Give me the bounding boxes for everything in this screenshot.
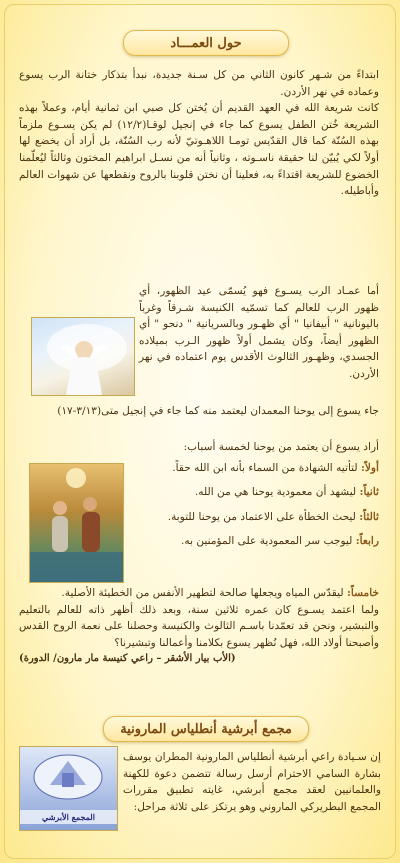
reason-item: [129, 460, 379, 477]
reason-text: ليوجب سر المعمودية على المؤمنين به.: [181, 535, 353, 548]
reason-text: ليحث الخطأة على الاعتماد من يوحنا للتوبة.: [167, 510, 356, 523]
angel-image: [31, 317, 135, 396]
reason-item: [19, 585, 379, 602]
reason-label: رابعاً:: [355, 535, 379, 548]
reason-label: ثانياً:: [359, 486, 379, 499]
reason-label: ثالثاً:: [359, 510, 379, 523]
paragraph-circumcision-law: كانت شريعة الله في العهد القديم أن يُختن كل صبي ابن ثمانية أيام، وعملاً بهذه الشريعة خُتن الطفل يسوع كما جاء في إنجيل لوقـا(١٢/٢) لم يكن يسـوع ملزماً بهذه السُنّة كما قال القدّيس تومـا اللاهـوتيّ لأنه رب السُنّة، بل أراد أن يخضع لها أولاً لكي يُبيّن لنا حقيقة ناسـوته ، وثانياً أنه من نسـل ابراهيم المختون وثالثاً ليُعلّمنا الخضوع للشريعة اقتداءً به، فعلينا أن نختن قلوبنا بالروح ونقطعها عن شهوات العالم وأباطيله.: [19, 102, 379, 198]
reason-item: [129, 484, 379, 501]
baptism-image: [29, 463, 124, 583]
paragraph-closing: ولما اعتمد يسـوع كان عمره ثلاثين سنة، وبعد ذلك أظهر ذاته للعالم بالتعليم والتبشير، ونحن قد تعمّدنا باسـم الثالوث والكنيسة وحصلنا على نعمة الروح القدس وأصبحنا أولاد الله، فهل نُظهر يسوع بكلامنا وأعمالنا وتبشيرنا؟: [19, 603, 379, 649]
reason-item: [129, 509, 379, 526]
baptism-body-bottom: [19, 585, 379, 668]
baptism-body-top: [19, 67, 379, 200]
reason-text: لتأتيه الشهادة من السماء بأنه ابن الله حقاً.: [172, 461, 358, 474]
baptism-body-matthew: [19, 403, 379, 420]
reason-label: خامساً:: [346, 587, 379, 599]
reason-label: أولاً:: [360, 461, 379, 474]
baptism-body-epiphany: [139, 283, 379, 403]
paragraph-epiphany: أما عمـاد الرب يسـوع فهو يُسمّى عيد الظهور، أي ظهور الرب للعالم كما تسمّيه الكنيسة شـرقاً وغرباً باليونانية " أبيفانيا " أي ظهـور وبالسريانية " دنحو " أي الظهور أيضاً، وكان يشمل أولاً ظهور الـرب بميلاده الجسدي، وظهـور الثالوث الأقدس يوم اعتماده في نهر الأردن.: [139, 285, 379, 380]
author-signature: (الأب بيار الأشقر – راعي كنيسة مار مارون/ الدورة): [19, 653, 236, 665]
synod-body: [123, 749, 381, 815]
synod-emblem: [20, 747, 117, 807]
paragraph-reasons-intro: أراد يسوع أن يعتمد من يوحنا لخمسة أسباب:: [183, 441, 379, 453]
bulletin-frame: [4, 4, 396, 859]
angel-illustration: [32, 318, 134, 395]
section-title-baptism: حول العمـــاد: [123, 30, 289, 56]
reason-item: [129, 533, 379, 550]
baptism-illustration: [30, 464, 123, 582]
reason-text: ليقدّس المياه ويجعلها صالحة لتطهير الأنفس من الخطيئة الأصلية.: [61, 587, 344, 599]
reason-text: ليشهد أن معمودية يوحنا هي من الله.: [194, 486, 357, 499]
synod-logo-text: المجمع الأبرشي: [20, 810, 117, 824]
synod-logo: [19, 746, 118, 831]
section-title-synod: مجمع أبرشية أنطلياس المارونية: [103, 716, 309, 742]
paragraph-circumcision-intro: ابتداءً من شـهر كانون الثاني من كل سـنة جديدة، نبدأ بتذكار ختانة الرب يسوع وعماده في نهر الأردن.: [19, 69, 379, 98]
baptism-reasons: [129, 439, 379, 550]
paragraph-matthew: جاء يسوع إلى يوحنا المعمدان ليعتمد منه كما جاء في إنجيل متى(٣/١٣-١٧): [57, 405, 379, 417]
paragraph-synod: إن سـيادة راعي أبرشية أنطلياس المارونية المطران يوسف بشارة السامي الاحترام أرسل رسالة تتضمن دعوة للكهنة والعلمانيين لعقد مجمع أبرشي، غايته تطبيق مقررات المجمع البطريركي الماروني وهو يرتكز على ثلاثة مراحل:: [123, 751, 381, 813]
